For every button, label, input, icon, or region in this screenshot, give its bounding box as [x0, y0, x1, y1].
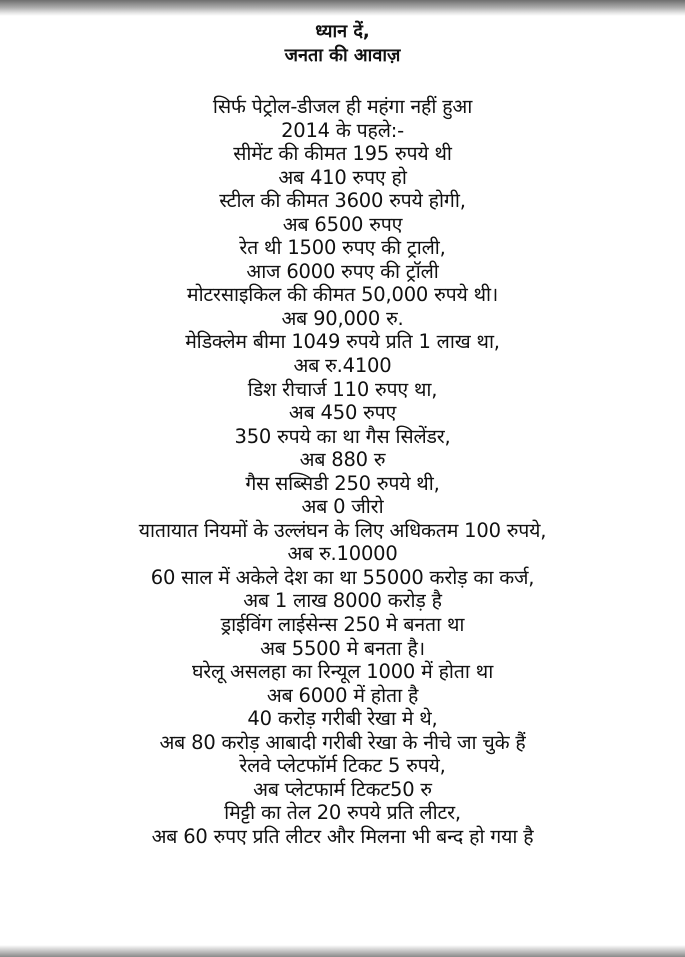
text-line: 350 रुपये का था गैस सिलेंडर, [234, 424, 451, 448]
text-line: अब रु.4100 [293, 354, 392, 378]
text-line: अब प्लेटफार्म टिकट50 रु [253, 777, 432, 801]
text-line: अब रु.10000 [287, 542, 398, 566]
text-line: मिट्टी का तेल 20 रुपये प्रति लीटर, [224, 801, 461, 825]
text-line: गैस सब्सिडी 250 रुपये थी, [245, 471, 440, 495]
text-line: अब 6500 रुपए [282, 212, 403, 236]
text-line: घरेलू असलहा का रिन्यूल 1000 में होता था [191, 660, 494, 684]
text-line: 60 साल में अकेले देश का था 55000 करोड़ का कर्ज, [150, 565, 535, 589]
text-line: अब 1 लाख 8000 करोड़ है [243, 589, 442, 613]
text-line: यातायात नियमों के उल्लंघन के लिए अधिकतम 100 रुपये, [138, 518, 547, 542]
header-title: जनता की आवाज़ [284, 45, 401, 66]
text-line: आज 6000 रुपए की ट्रॉली [246, 259, 439, 283]
text-line: 40 करोड़ गरीबी रेखा मे थे, [247, 707, 438, 731]
bottom-edge-shadow [0, 945, 685, 957]
text-line: ड्राईविंग लाईसेन्स 250 मे बनता था [220, 613, 465, 637]
text-line: रेत थी 1500 रुपए की ट्राली, [239, 236, 446, 260]
text-line: अब 410 रुपए हो [278, 165, 407, 189]
text-line: सीमेंट की कीमत 195 रुपये थी [233, 142, 452, 166]
text-line: अब 6000 में होता है [266, 683, 419, 707]
document-body [0, 95, 685, 849]
top-edge-shadow [0, 0, 685, 16]
text-line: अब 80 करोड़ आबादी गरीबी रेखा के नीचे जा चुके हैं [159, 730, 526, 754]
header-attention: ध्यान दें, [315, 21, 370, 42]
text-line: सिर्फ पेट्रोल-डीजल ही महंगा नहीं हुआ [212, 95, 473, 118]
text-line: अब 880 रु [299, 448, 386, 472]
text-line: अब 5500 मे बनता है। [260, 636, 425, 660]
text-line: डिश रीचार्ज 110 रुपए था, [247, 377, 438, 401]
text-line: अब 450 रुपए [288, 401, 397, 425]
text-line: मेडिक्लेम बीमा 1049 रुपये प्रति 1 लाख था, [185, 330, 500, 354]
text-line: अब 60 रुपए प्रति लीटर और मिलना भी बन्द हो गया है [151, 824, 534, 848]
text-line: अब 0 जीरो [301, 495, 384, 519]
text-line: अब 90,000 रु. [281, 306, 404, 330]
text-line: मोटरसाइकिल की कीमत 50,000 रुपये थी। [186, 283, 499, 307]
text-line: रेलवे प्लेटफॉर्म टिकट 5 रुपये, [239, 754, 446, 778]
document-header [0, 20, 685, 68]
text-line: 2014 के पहले:- [281, 118, 404, 142]
text-line: स्टील की कीमत 3600 रुपये होगी, [219, 189, 466, 213]
